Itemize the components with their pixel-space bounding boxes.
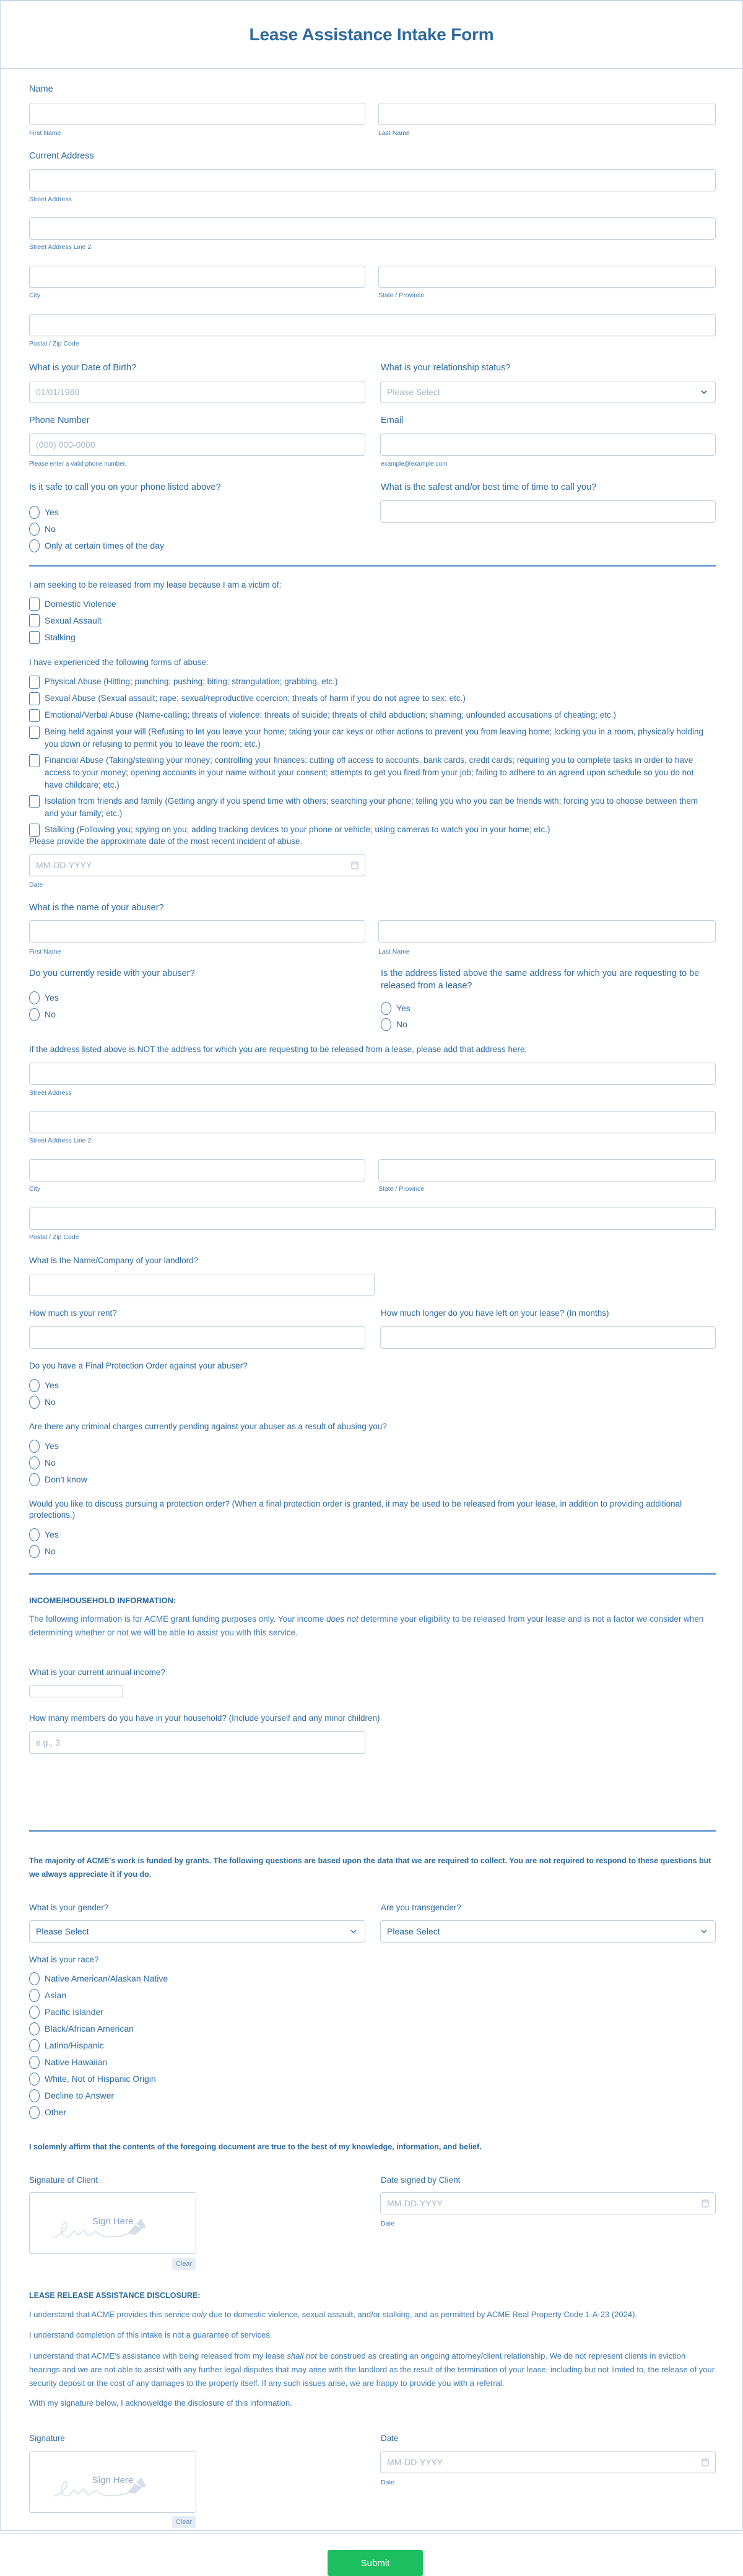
checkbox-icon[interactable]	[29, 676, 40, 689]
signature-pen-icon	[48, 2470, 185, 2504]
transgender-selected: Please Select	[387, 1926, 440, 1936]
criminal-charges-label: Are there any criminal charges currently pending against your abuser as a result of abusing you?	[29, 1422, 387, 1431]
victim-option-domestic-violence[interactable]: Domestic Violence	[29, 598, 116, 610]
race-option[interactable]: Other	[29, 2106, 168, 2118]
income-section-heading: INCOME/HOUSEHOLD INFORMATION:	[29, 1596, 176, 1605]
first-name-sublabel: First Name	[29, 129, 61, 137]
race-option[interactable]: Pacific Islander	[29, 2006, 168, 2018]
race-option[interactable]: White, Not of Hispanic Origin	[29, 2073, 168, 2085]
rent-label: How much is your rent?	[29, 1308, 117, 1318]
chevron-down-icon	[700, 388, 708, 396]
rent-input[interactable]	[29, 1326, 365, 1349]
radio-icon[interactable]	[29, 523, 40, 536]
radio-icon[interactable]	[29, 2039, 40, 2052]
signature-pen-icon	[48, 2211, 185, 2245]
radio-icon[interactable]	[29, 506, 40, 519]
lease-address-label: If the address listed above is NOT the address for which you are requesting to be released from a lease, please add that address here:	[29, 1045, 528, 1054]
client-date-placeholder: MM-DD-YYYY	[387, 2198, 443, 2208]
abuser-first-name-input[interactable]	[29, 920, 365, 942]
last-name-sublabel: Last Name	[378, 129, 410, 137]
race-option[interactable]: Black/African American	[29, 2022, 168, 2035]
date-input[interactable]	[380, 2451, 716, 2473]
section-divider	[29, 565, 716, 567]
calendar-icon[interactable]	[702, 2199, 709, 2208]
lease-city-input[interactable]	[29, 1159, 365, 1181]
client-signature-pad[interactable]	[29, 2192, 196, 2254]
criminal-charges-option-no[interactable]: No	[29, 1456, 56, 1469]
checkbox-icon[interactable]	[29, 795, 40, 808]
phone-input[interactable]	[29, 433, 365, 456]
radio-icon[interactable]	[29, 1008, 40, 1021]
disclosure-paragraph-3: I understand that ACME's assistance with being released from my lease shall not be construed as creating an ongoing attorney/client relationship. We do not represent clients in eviction hearings and we are not able to assist with any further legal disputes that may arise with the landlord as the result of the termination of your lease, including but not limited to, the release of your security deposit or the cost of any damages to the property itself. If any such issues arise, we are happy to provide you with a referral.	[29, 2351, 715, 2388]
checkbox-icon[interactable]	[29, 692, 40, 705]
affirmation-text: I solemnly affirm that the contents of the foregoing document are true to the best of my knowledge, information, and belief.	[29, 2143, 482, 2151]
lease-left-label: How much longer do you have left on your lease? (In months)	[381, 1308, 609, 1318]
lease-street-address-2-input[interactable]	[29, 1111, 716, 1133]
gender-label: What is your gender?	[29, 1903, 109, 1912]
relationship-label: What is your relationship status?	[381, 363, 511, 373]
phone-placeholder: (000) 000-0000	[36, 440, 95, 450]
relationship-select[interactable]	[380, 381, 716, 403]
name-label: Name	[29, 84, 53, 94]
email-label: Email	[381, 416, 404, 425]
street-address-2-input[interactable]	[29, 217, 716, 240]
incident-date-label: Please provide the approximate date of the most recent incident of abuse.	[29, 837, 303, 846]
radio-icon[interactable]	[29, 1989, 40, 2002]
safe-call-option-yes[interactable]: Yes	[29, 506, 59, 518]
lease-street2-sublabel: Street Address Line 2	[29, 1137, 92, 1144]
client-date-input[interactable]	[380, 2192, 716, 2214]
state-input[interactable]	[378, 266, 716, 288]
radio-icon[interactable]	[29, 1396, 40, 1409]
race-option[interactable]: Native Hawaiian	[29, 2056, 168, 2068]
household-placeholder: e.g., 3	[36, 1738, 60, 1747]
income-section-paragraph: The following information is for ACME grant funding purposes only. Your income does not determine your eligibility to be released from your lease and is not a factor we consider when determining whether or not we will be able to assist you with this service.	[29, 1614, 704, 1637]
lease-left-input[interactable]	[380, 1326, 716, 1349]
checkbox-icon[interactable]	[29, 631, 40, 644]
abuse-option-financial[interactable]: Financial Abuse (Taking/stealing your money; controlling your finances; cutting off access to accounts, bank cards, credit cards; requiring you to complete tasks in order to have access to your money; opening accounts in your name without your consent; attempts to get you fired from your job; failing to adhere to an agreed upon schedule so you do not have childcare; etc.)	[29, 754, 713, 791]
phone-label: Phone Number	[29, 416, 90, 425]
criminal-charges-option-yes[interactable]: Yes	[29, 1440, 59, 1452]
street-address-sublabel: Street Address	[29, 196, 72, 203]
gender-select[interactable]	[29, 1920, 365, 1943]
same-address-option-yes[interactable]: Yes	[381, 1002, 411, 1014]
same-address-option-no[interactable]: No	[381, 1018, 407, 1030]
radio-icon[interactable]	[29, 1545, 40, 1558]
date-sublabel: Date	[381, 2479, 395, 2486]
street-address-input[interactable]	[29, 169, 716, 191]
abuse-option-sexual[interactable]: Sexual Abuse (Sexual assault; rape; sexual/reproductive coercion; threats of harm if you do not agree to sex; etc.)	[29, 692, 713, 705]
safe-call-option-no[interactable]: No	[29, 523, 56, 535]
race-option[interactable]: Latino/Hispanic	[29, 2039, 168, 2052]
household-input[interactable]	[29, 1731, 365, 1754]
radio-icon[interactable]	[29, 2106, 40, 2119]
section-divider	[29, 1573, 716, 1575]
date-label: Date	[381, 2434, 399, 2443]
abuse-option-stalking[interactable]: Stalking (Following you; spying on you; adding tracking devices to your phone or vehicle; using cameras to watch you in your home; etc.)	[29, 824, 713, 837]
best-time-input[interactable]	[380, 500, 716, 523]
radio-icon[interactable]	[29, 2073, 40, 2086]
protection-order-label: Do you have a Final Protection Order against your abuser?	[29, 1361, 248, 1370]
street-address-2-sublabel: Street Address Line 2	[29, 243, 92, 251]
disclosure-paragraph-1: I understand that ACME provides this service only due to domestic violence, sexual assault, and/or stalking, and as permitted by ACME Real Property Code 1-A-23 (2024).	[29, 2310, 638, 2319]
zip-sublabel: Postal / Zip Code	[29, 340, 79, 347]
checkbox-icon[interactable]	[29, 726, 40, 739]
signature-label: Signature	[29, 2434, 65, 2443]
client-date-label: Date signed by Client	[381, 2175, 461, 2185]
protection-order-option-no[interactable]: No	[29, 1396, 56, 1408]
email-input[interactable]	[380, 433, 716, 456]
lease-zip-input[interactable]	[29, 1208, 716, 1230]
victim-option-sexual-assault[interactable]: Sexual Assault	[29, 614, 102, 627]
lease-zip-sublabel: Postal / Zip Code	[29, 1234, 79, 1241]
abuse-option-isolation[interactable]: Isolation from friends and family (Getting angry if you spend time with others; searching your phone; telling you who you can be friends with; forcing you to choose between them and your family; etc.)	[29, 795, 713, 820]
state-sublabel: State / Province	[378, 292, 425, 299]
dob-placeholder: 01/01/1980	[36, 387, 80, 397]
landlord-input[interactable]	[29, 1274, 375, 1296]
first-name-input[interactable]	[29, 103, 365, 125]
radio-icon[interactable]	[29, 2056, 40, 2069]
submit-button[interactable]: Submit	[328, 2550, 423, 2576]
criminal-charges-option-dont-know[interactable]: Don't know	[29, 1473, 87, 1486]
grants-notice: The majority of ACME's work is funded by grants. The following questions are based upon the data that we are required to collect. You are not required to respond to these questions but we always appreciate it if you do.	[29, 1856, 711, 1879]
disclosure-paragraph-2: I understand completion of this intake is not a guarantee of services.	[29, 2330, 272, 2339]
radio-icon[interactable]	[381, 1002, 391, 1015]
abuser-name-label: What is the name of your abuser?	[29, 903, 164, 913]
client-date-sublabel: Date	[381, 2220, 395, 2227]
form-title: Lease Assistance Intake Form	[249, 25, 494, 44]
city-input[interactable]	[29, 266, 365, 288]
radio-icon[interactable]	[29, 1456, 40, 1469]
lease-street-sublabel: Street Address	[29, 1089, 72, 1097]
checkbox-icon[interactable]	[29, 598, 40, 611]
discuss-order-label: Would you like to discuss pursuing a protection order? (When a final protection order is granted, it may be used to be released from your lease, in addition to providing additional protections.)	[29, 1499, 682, 1520]
abuse-option-emotional[interactable]: Emotional/Verbal Abuse (Name-calling; threats of violence; threats of suicide; threats of child abduction; shaming; unfounded accusations of cheating; etc.)	[29, 709, 713, 722]
gender-selected: Please Select	[36, 1926, 89, 1936]
disclosure-heading: LEASE RELEASE ASSISTANCE DISCLOSURE:	[29, 2291, 201, 2300]
dob-input[interactable]	[29, 381, 365, 403]
lease-street-address-input[interactable]	[29, 1063, 716, 1085]
victim-option-stalking[interactable]: Stalking	[29, 631, 76, 643]
radio-icon[interactable]	[29, 2089, 40, 2102]
radio-icon[interactable]	[381, 1018, 391, 1031]
abuse-forms-list	[29, 676, 713, 837]
landlord-label: What is the Name/Company of your landlord?	[29, 1256, 199, 1265]
radio-icon[interactable]	[29, 1473, 40, 1486]
race-options	[29, 1972, 168, 2118]
radio-icon[interactable]	[29, 991, 40, 1004]
discuss-order-option-yes[interactable]: Yes	[29, 1528, 59, 1541]
best-time-label: What is the safest and/or best time of time to call you?	[381, 482, 597, 492]
same-address-label: Is the address listed above the same address for which you are requesting to be released from a lease?	[381, 968, 700, 991]
footer-divider	[1, 2533, 742, 2534]
radio-icon[interactable]	[29, 1440, 40, 1453]
last-name-input[interactable]	[378, 103, 716, 125]
annual-income-input[interactable]	[29, 1685, 123, 1697]
victim-of-label: I am seeking to be released from my lease because I am a victim of:	[29, 580, 282, 590]
section-divider	[29, 1830, 716, 1832]
race-option[interactable]: Asian	[29, 1989, 168, 2001]
annual-income-label: What is your current annual income?	[29, 1668, 165, 1677]
transgender-select[interactable]	[380, 1920, 716, 1943]
race-option[interactable]: Native American/Alaskan Native	[29, 1972, 168, 1985]
protection-order-option-yes[interactable]: Yes	[29, 1379, 59, 1391]
disclosure-paragraph-4: With my signature below, I acknoweldge the disclosure of this information.	[29, 2398, 292, 2408]
chevron-down-icon	[350, 1928, 357, 1935]
signature-pad[interactable]	[29, 2451, 196, 2513]
radio-icon[interactable]	[29, 2006, 40, 2019]
relationship-selected: Please Select	[387, 387, 440, 397]
calendar-icon[interactable]	[351, 861, 358, 869]
phone-sublabel: Please enter a valid phone number.	[29, 461, 127, 468]
reside-option-yes[interactable]: Yes	[29, 991, 59, 1004]
radio-icon[interactable]	[29, 539, 40, 552]
safe-call-option-certain-times[interactable]: Only at certain times of the day	[29, 539, 164, 552]
zip-input[interactable]	[29, 314, 716, 336]
date-placeholder: MM-DD-YYYY	[387, 2457, 443, 2467]
abuser-last-sublabel: Last Name	[378, 948, 410, 955]
abuser-first-sublabel: First Name	[29, 948, 61, 955]
chevron-down-icon	[700, 1928, 708, 1935]
client-signature-clear-button[interactable]: Clear	[172, 2258, 196, 2270]
abuse-option-held-against-will[interactable]: Being held against your will (Refusing to let you leave your home; taking your car keys or other actions to prevent you from leaving home; locking you in a room, physically holding you down or refusing to permit you to leave the room; etc.)	[29, 726, 713, 751]
radio-icon[interactable]	[29, 1972, 40, 1985]
incident-date-sublabel: Date	[29, 881, 43, 889]
discuss-order-option-no[interactable]: No	[29, 1545, 56, 1557]
current-address-label: Current Address	[29, 151, 94, 161]
household-label: How many members do you have in your household? (Include yourself and any minor children)	[29, 1713, 380, 1723]
abuser-last-name-input[interactable]	[378, 920, 716, 942]
radio-icon[interactable]	[29, 2022, 40, 2035]
checkbox-icon[interactable]	[29, 614, 40, 627]
abuse-option-physical[interactable]: Physical Abuse (Hitting; punching; pushing; biting; strangulation; grabbing, etc.)	[29, 676, 713, 689]
checkbox-icon[interactable]	[29, 709, 40, 722]
radio-icon[interactable]	[29, 1528, 40, 1541]
reside-with-label: Do you currently reside with your abuser?	[29, 968, 195, 978]
form-header	[1, 1, 742, 69]
signature-clear-button[interactable]: Clear	[172, 2516, 196, 2528]
lease-city-sublabel: City	[29, 1185, 41, 1193]
calendar-icon[interactable]	[702, 2458, 709, 2466]
dob-label: What is your Date of Birth?	[29, 363, 137, 373]
radio-icon[interactable]	[29, 1379, 40, 1392]
form-body	[1, 69, 742, 2569]
abuse-forms-label: I have experienced the following forms of abuse:	[29, 658, 209, 667]
lease-state-input[interactable]	[378, 1159, 716, 1181]
city-sublabel: City	[29, 292, 41, 299]
sign-here-text: Sign Here	[92, 2216, 134, 2227]
race-label: What is your race?	[29, 1955, 99, 1964]
sign-here-text: Sign Here	[92, 2475, 134, 2486]
transgender-label: Are you transgender?	[381, 1903, 461, 1912]
client-signature-label: Signature of Client	[29, 2175, 98, 2185]
reside-option-no[interactable]: No	[29, 1008, 56, 1020]
race-option[interactable]: Decline to Answer	[29, 2089, 168, 2102]
safe-call-label: Is it safe to call you on your phone listed above?	[29, 482, 221, 492]
incident-date-input[interactable]	[29, 854, 365, 876]
checkbox-icon[interactable]	[29, 754, 40, 767]
email-sublabel: example@example.com	[381, 461, 448, 468]
checkbox-icon[interactable]	[29, 824, 40, 837]
incident-date-placeholder: MM-DD-YYYY	[36, 860, 92, 870]
lease-state-sublabel: State / Province	[378, 1185, 425, 1193]
